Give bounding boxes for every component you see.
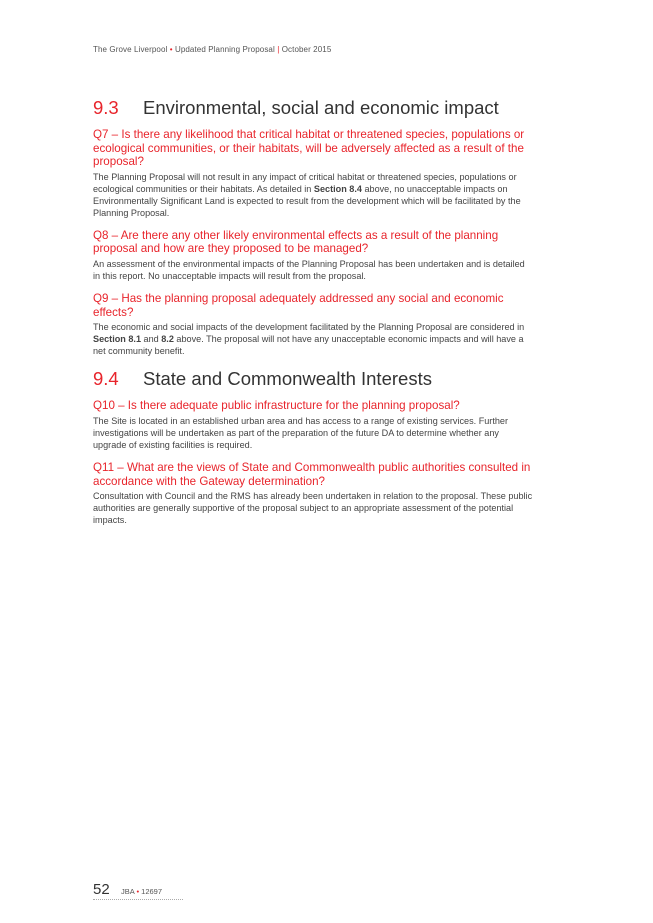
answer-q7: The Planning Proposal will not result in any impact of critical habitat or threatened species, populations or ecological communities or their habitats. As detailed in Section 8.4 above, no unacceptable impacts on Environmentally Significant Land is expected to result from the development which will be facilitated by the Planning Proposal. [93,171,521,218]
question-q11: Q11 – What are the views of State and Commonwealth public authorities consulted in accordance with the Gateway determination? [93,461,531,488]
answer-q10: The Site is located in an established urban area and has access to a range of existing services. Further investigations will be undertaken as part of the preparation of the future DA to determine whether any upgrade of existing facilities is required. [93,415,509,451]
section-title: Environmental, social and economic impact [143,97,499,118]
page-content [93,96,533,536]
answer-q11: Consultation with Council and the RMS has already been undertaken in relation to the proposal. These public authorities are generally supportive of the proposal subject to an appropriate assessment of the potential impacts. [93,491,533,526]
header-project: The Grove Liverpool [93,45,168,54]
section-number: 9.4 [93,368,119,390]
section-heading-9-4 [93,367,533,391]
question-q10: Q10 – Is there adequate public infrastructure for the planning proposal? [93,399,460,413]
question-q7: Q7 – Is there any likelihood that critical habitat or threatened species, populations or ecological communities, or their habitats, will be adversely affected as a result of the proposal? [93,128,525,168]
section-title: State and Commonwealth Interests [143,368,432,390]
page-footer [93,881,162,898]
section-reference: Section 8.4 [313,183,362,194]
section-number: 9.3 [93,97,119,118]
question-q9: Q9 – Has the planning proposal adequately addressed any social and economic effects? [93,292,504,319]
footer-divider [93,899,183,900]
section-heading-9-3 [93,96,533,120]
page-number: 52 [93,881,110,898]
answer-q9: The economic and social impacts of the development facilitated by the Planning Proposal are considered in Section 8.1 and 8.2 above. The proposal will not have any unacceptable economic impacts and will have a net community benefit. [93,322,525,357]
answer-q8: An assessment of the environmental impacts of the Planning Proposal has been undertaken and is detailed in this report. No unacceptable impacts will result from the proposal. [93,258,525,281]
footer-org: JBA • 12697 [121,887,163,896]
running-header [93,45,331,54]
header-separator-pipe: | [277,45,280,54]
header-separator-dot: • [169,45,173,54]
section-reference: 8.2 [161,334,174,345]
header-doc: Updated Planning Proposal [174,45,275,54]
header-date: October 2015 [281,45,332,54]
section-reference: Section 8.1 [93,334,142,345]
question-q8: Q8 – Are there any other likely environmental effects as a result of the planning proposal and how are they proposed to be managed? [93,228,499,256]
